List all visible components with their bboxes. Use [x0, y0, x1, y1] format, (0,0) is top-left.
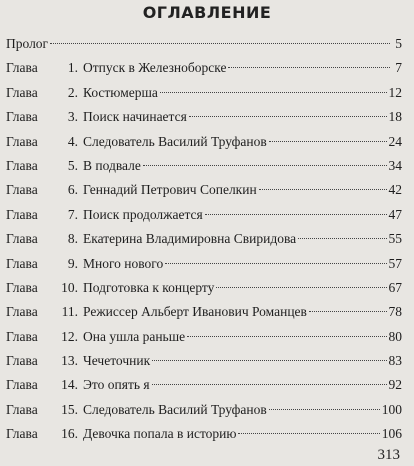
chapter-number: 3.: [67, 109, 78, 125]
toc-entry: [6, 154, 402, 178]
chapter-prefix: Глава: [6, 60, 38, 76]
toc-entry: [6, 373, 402, 397]
dot-leader: [216, 287, 386, 288]
chapter-prefix: Глава: [6, 279, 38, 295]
toc-entry: [6, 105, 402, 129]
page-number: 313: [377, 447, 400, 463]
toc-entry: [6, 178, 402, 202]
toc-entry: [6, 203, 402, 227]
chapter-title: Костюмерша: [83, 84, 158, 100]
chapter-prefix: Глава: [6, 401, 38, 417]
dot-leader: [50, 43, 390, 44]
chapter-title: Пролог: [6, 36, 49, 51]
chapter-number: 1.: [67, 60, 78, 76]
dot-leader: [152, 360, 386, 361]
toc-entry: [6, 398, 402, 422]
chapter-prefix: Глава: [6, 182, 38, 198]
chapter-prefix: Глава: [6, 206, 38, 222]
chapter-title: Чечеточник: [83, 353, 151, 369]
toc-entry: [6, 81, 402, 105]
chapter-title: Режиссер Альберт Иванович Романцев: [83, 304, 307, 320]
dot-leader: [165, 263, 386, 264]
dot-leader: [187, 336, 386, 337]
dot-leader: [269, 141, 387, 142]
chapter-number: 6.: [67, 182, 78, 198]
dot-leader: [143, 165, 387, 166]
page-ref: 7: [395, 60, 402, 76]
table-of-contents: [6, 32, 402, 447]
chapter-title: Она ушла раньше: [83, 328, 186, 344]
page-ref: 34: [388, 157, 402, 173]
chapter-number: 7.: [67, 206, 78, 222]
chapter-title: Отпуск в Железноборске: [83, 60, 227, 76]
dot-leader: [298, 238, 386, 239]
chapter-number: 8.: [67, 231, 78, 247]
chapter-number: 16.: [61, 426, 78, 442]
page-title: ОГЛАВЛЕНИЕ: [142, 3, 272, 22]
dot-leader: [152, 384, 387, 385]
chapter-prefix: Глава: [6, 84, 38, 100]
dot-leader: [309, 311, 387, 312]
chapter-number: 15.: [61, 401, 78, 417]
toc-entry: [6, 227, 402, 251]
page-ref: 83: [388, 353, 402, 369]
page-ref: 106: [381, 426, 402, 442]
dot-leader: [269, 409, 380, 410]
chapter-prefix: Глава: [6, 255, 38, 271]
chapter-title: Следователь Василий Труфанов: [83, 401, 267, 417]
chapter-title: Девочка попала в историю: [83, 426, 237, 442]
chapter-prefix: Глава: [6, 426, 38, 442]
dot-leader: [205, 214, 387, 215]
toc-entry: [6, 32, 402, 56]
chapter-title: В подвале: [83, 157, 141, 173]
chapter-number: 11.: [61, 304, 78, 320]
dot-leader: [189, 116, 387, 117]
chapter-prefix: Глава: [6, 133, 38, 149]
chapter-number: 2.: [67, 84, 78, 100]
chapter-number: 5.: [67, 157, 78, 173]
page-ref: 67: [388, 279, 402, 295]
page-ref: 47: [388, 206, 402, 222]
toc-entry: [6, 300, 402, 324]
chapter-title: Екатерина Владимировна Свиридова: [83, 231, 297, 247]
chapter-prefix: Глава: [6, 157, 38, 173]
page-ref: 100: [381, 401, 402, 417]
chapter-prefix: Глава: [6, 353, 38, 369]
page-ref: 18: [388, 109, 402, 125]
chapter-number: 13.: [61, 353, 78, 369]
chapter-title: Это опять я: [83, 377, 150, 393]
dot-leader: [238, 433, 379, 434]
page-ref: 12: [388, 84, 402, 100]
page-ref: 92: [388, 377, 402, 393]
chapter-title: Геннадий Петрович Сопелкин: [83, 182, 257, 198]
page-ref: 24: [388, 133, 402, 149]
toc-entry: [6, 56, 402, 80]
chapter-prefix: Глава: [6, 231, 38, 247]
chapter-title: Много нового: [83, 255, 164, 271]
chapter-number: 14.: [61, 377, 78, 393]
page-ref: 78: [388, 304, 402, 320]
page-ref: 5: [395, 36, 402, 51]
chapter-title: Поиск начинается: [83, 109, 187, 125]
dot-leader: [259, 189, 387, 190]
toc-entry: [6, 130, 402, 154]
chapter-number: 9.: [67, 255, 78, 271]
page-ref: 57: [388, 255, 402, 271]
dot-leader: [228, 67, 390, 68]
chapter-prefix: Глава: [6, 328, 38, 344]
toc-entry: [6, 422, 402, 446]
chapter-title: Поиск продолжается: [83, 206, 203, 222]
toc-entry: [6, 252, 402, 276]
chapter-title: Подготовка к концерту: [83, 279, 215, 295]
toc-entry: [6, 276, 402, 300]
page-ref: 80: [388, 328, 402, 344]
chapter-prefix: Глава: [6, 304, 38, 320]
chapter-title: Следователь Василий Труфанов: [83, 133, 267, 149]
page-ref: 42: [388, 182, 402, 198]
page-ref: 55: [388, 231, 402, 247]
chapter-number: 12.: [61, 328, 78, 344]
chapter-number: 10.: [61, 279, 78, 295]
chapter-prefix: Глава: [6, 109, 38, 125]
chapter-number: 4.: [67, 133, 78, 149]
chapter-prefix: Глава: [6, 377, 38, 393]
dot-leader: [160, 92, 387, 93]
toc-entry: [6, 349, 402, 373]
toc-entry: [6, 325, 402, 349]
